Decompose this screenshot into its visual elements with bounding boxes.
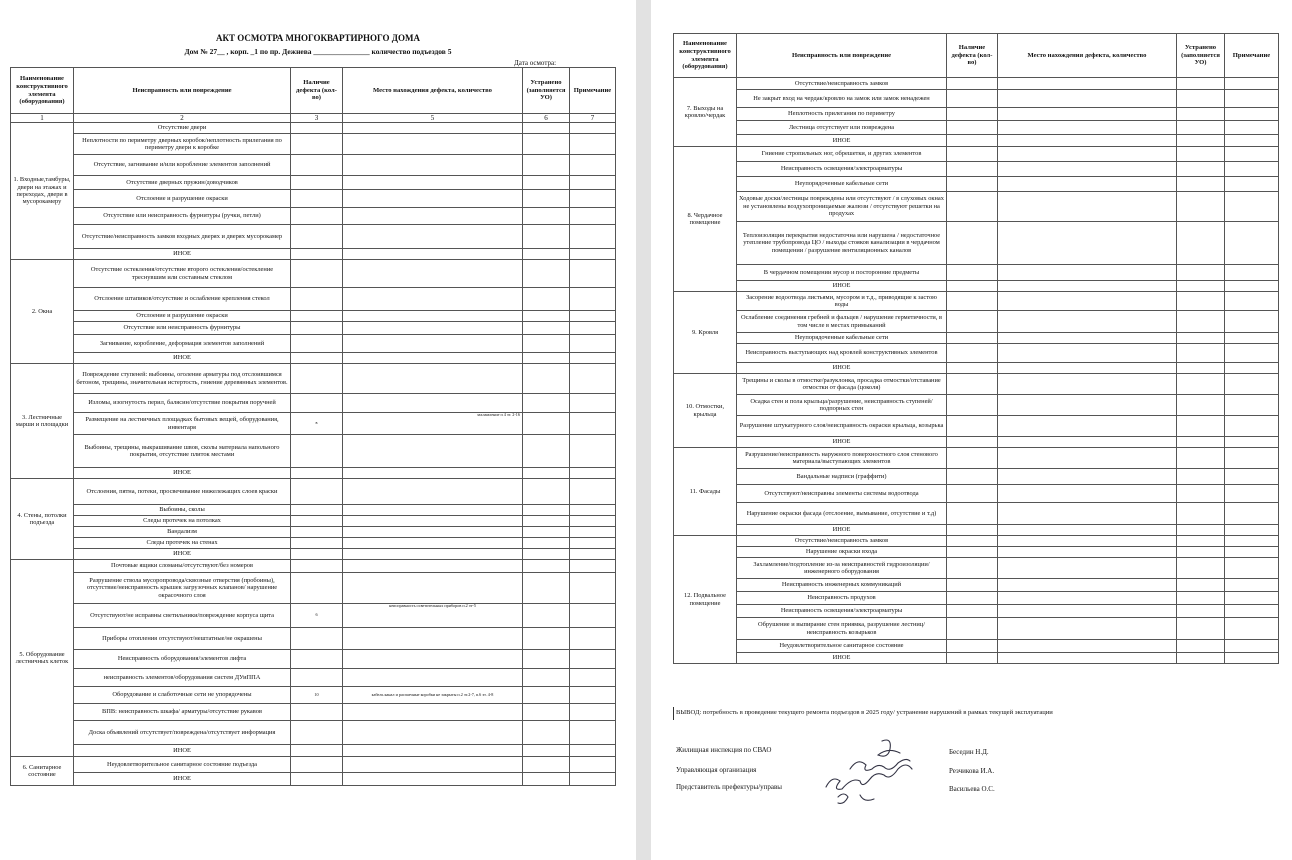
document-title: АКТ ОСМОТРА МНОГОКВАРТИРНОГО ДОМА — [216, 33, 420, 43]
defect-item-other: ИНОЕ — [74, 773, 291, 786]
defect-item: Неплотности по периметру дверных коробок/неплотность прилегания по периметру двери к коробке — [74, 134, 291, 155]
defect-item: В чердачном помещении мусор и посторонние предметы — [737, 265, 947, 281]
defect-item: Разрушение штукатурного слоя/неисправность окраски крыльца, козырька — [737, 416, 947, 437]
defect-item: Вандальные надписи (граффити) — [737, 469, 947, 485]
defect-item: Ослабление соединения гребней и фальцев / нарушение герметичности, в том числе в местах примыканий — [737, 311, 947, 333]
defect-count: 6 — [291, 604, 343, 628]
header-count: Наличие дефекта (кол-во) — [947, 34, 998, 78]
header-fixed: Устранено (заполняется УО) — [1177, 34, 1225, 78]
defect-item: Разрушение/неисправность наружного поверхностного слоя стенового материала/выступающих элементов — [737, 448, 947, 469]
section-name: 10. Отмостки, крыльца — [674, 374, 737, 448]
defect-item: Оборудование и слаботочные сети не упорядочены — [74, 687, 291, 704]
header-note: Примечание — [570, 68, 616, 114]
defect-item: Отслоение и разрушение окраски — [74, 190, 291, 208]
defect-item: Осадка стен и пола крыльца/разрушение, неисправность ступеней/подпорных стен — [737, 395, 947, 416]
defect-item: Трещины и сколы в отмостке/разуклонка, просадка отмостки/отставание отмостки от фасада (цоколя) — [737, 374, 947, 395]
defect-item: Неплотность прилегания по периметру — [737, 108, 947, 121]
col-number: 7 — [570, 114, 616, 123]
defect-item-other: ИНОЕ — [737, 525, 947, 536]
defect-item-other: ИНОЕ — [737, 653, 947, 664]
section-name: 9. Кровля — [674, 292, 737, 374]
defect-item: Теплоизоляция перекрытия недостаточна или нарушена / недостаточное утепление трубопровода ЦО / выходы стояков канализации в чердачном помещении / разрушение вентиляционных каналов — [737, 222, 947, 265]
defect-item: Неисправность освещения/электроарматуры — [737, 162, 947, 177]
defect-item: Отсутствие/неисправность замков — [737, 536, 947, 547]
defect-item: Выбоины, трещины, выкрашивание швов, сколы материала напольного покрытия, отсутствие плиток местами — [74, 435, 291, 468]
header-element: Наименование конструктивного элемента (оборудования) — [674, 34, 737, 78]
defect-item: Отслоения, пятна, потеки, просвечивание нижележащих слоев краски — [74, 479, 291, 505]
signature-person-3: Васильева О.С. — [949, 785, 995, 793]
section-name: 1. Входные,тамбуры, двери на этажах и переходах, двери в мусорокамеру — [11, 123, 74, 260]
defect-item: Разрушение ствола мусоропровода/сквозные отверстия (пробоины), отсутствие/неисправность крышек загрузочных клапанов/ нарушение окрасочного слоя — [74, 573, 291, 604]
defect-item: Приборы отопления отсутствуют/нештатные/не окрашены — [74, 628, 291, 650]
defect-item: Почтовые ящики сломаны/отсутствуют/без номеров — [74, 560, 291, 573]
defect-item: Засорение водоотвода листьями, мусором и т.д., приводящие к застою воды — [737, 292, 947, 311]
defect-item: Захламление/подтопление из-за неисправностей гидроизоляции/инженерного оборудования — [737, 558, 947, 579]
defect-item: Отсутствие или неисправность фурнитуры (ручки, петли) — [74, 208, 291, 225]
defect-item: Неисправность выступающих над кровлей конструктивных элементов — [737, 344, 947, 363]
defect-item: Отсутствие или неисправность фурнитуры — [74, 322, 291, 335]
defect-count: 10 — [291, 687, 343, 704]
defect-item: Ходовые доски/лестницы повреждены или отсутствуют / в слуховых окнах не установлены воздухопроницаемые жалюзи / отсутствуют решетки на продухах — [737, 192, 947, 222]
signature-stroke-1 — [878, 740, 900, 756]
defect-count: в — [291, 413, 343, 435]
defect-item: Неисправность оборудования/элементов лифта — [74, 650, 291, 669]
signature-stroke-3 — [826, 765, 912, 789]
col-number: 2 — [74, 114, 291, 123]
defect-item: Отсутствуют/неисправны элементы системы водоотвода — [737, 485, 947, 503]
section-name: 4. Стены, потолки подъезда — [11, 479, 74, 560]
section-name: 5. Оборудование лестничных клеток — [11, 560, 74, 757]
section-name: 2. Окна — [11, 260, 74, 364]
document-page-2 — [651, 0, 1292, 860]
col-number: 3 — [291, 114, 343, 123]
document-subtitle: Дом № 27__ , корп. _1 по пр. Дежнева _______________ количество подъездов 5 — [184, 47, 452, 56]
defect-item: Размещение на лестничных площадках бытовых вещей, оборудования, инвентаря — [74, 413, 291, 435]
defect-item-other: ИНОЕ — [737, 437, 947, 448]
defect-item: Обрушение и выпирание стен приямка, разрушение лестниц/неисправность козырьков — [737, 618, 947, 640]
section-name: 12. Подвальное помещение — [674, 536, 737, 664]
defect-item: Отслоение и разрушение окраски — [74, 311, 291, 322]
defect-place: захламление п 4 эт. 2-16 — [343, 413, 523, 435]
header-element: Наименование конструктивного элемента (оборудования) — [11, 68, 74, 114]
signature-stroke-2 — [850, 759, 910, 770]
defect-item: Неудовлетворительное санитарное состояние подъезда — [74, 757, 291, 773]
defect-item: Гниение стропильных ног, обрешетки, и других элементов — [737, 147, 947, 162]
defect-place: неисправность осветительных приборов п.2 эт-5 — [343, 604, 523, 628]
inspection-date-label: Дата осмотра: — [514, 59, 557, 67]
defect-item: Неудовлетворительное санитарное состояние — [737, 640, 947, 653]
defect-item: Изломы, изогнутость перил, балясин/отсутствие покрытия поручней — [74, 394, 291, 413]
defect-item: Отсутствие/неисправность замков — [737, 78, 947, 90]
defect-item: Неисправность освещения/электроарматуры — [737, 605, 947, 618]
handwritten-signatures — [820, 735, 930, 815]
section-name: 6. Санитарное состояние — [11, 757, 74, 786]
defect-item: Не закрыт вход на чердак/кровлю на замок или замок ненадежен — [737, 90, 947, 108]
header-defect: Неисправность или повреждение — [74, 68, 291, 114]
col-number: 5 — [343, 114, 523, 123]
conclusion-text: ВЫВОД: потребность в проведение текущего ремонта подъездов в 2025 году/ устранение нарушений в рамках текущей эксплуатации — [676, 709, 1053, 716]
defect-item: Неисправность инженерных коммуникаций — [737, 579, 947, 592]
defect-item: Доска объявлений отсутствует/повреждена/отсутствует информация — [74, 721, 291, 745]
defect-item: Отсутствие/неисправность замков входных дверях и дверях мусорокамер — [74, 225, 291, 249]
defect-item: Отсутствие, загнивание и/или коробление элементов заполнений — [74, 155, 291, 176]
header-fixed: Устранено (заполняется УО) — [523, 68, 570, 114]
defect-place: кабель канал и распаечные коробки не закрыты п.2 эт.2-7, п.6 эт. 4-8 — [343, 687, 523, 704]
page-gutter — [636, 0, 651, 860]
defect-item: Следы протечек на стенах — [74, 538, 291, 549]
defect-item: Отсутствие дверных пружин/доводчиков — [74, 176, 291, 190]
header-defect: Неисправность или повреждение — [737, 34, 947, 78]
defect-item-other: ИНОЕ — [74, 353, 291, 364]
inspection-table-page-1 — [10, 67, 616, 786]
defect-item: Неупорядоченные кабельные сети — [737, 177, 947, 192]
defect-item: Отслоение штапиков/отсутствие и ослабление крепления стекол — [74, 288, 291, 311]
section-name: 3. Лестничные марши и площадки — [11, 364, 74, 479]
defect-item: Отсутствуют/не исправны светильники/повреждение корпуса щита — [74, 604, 291, 628]
defect-item: Вандализм — [74, 527, 291, 538]
defect-item: Нарушение окраски фасада (отслоение, вымывание, отсутствие и т.д) — [737, 503, 947, 525]
inspection-table-page-2 — [673, 33, 1279, 664]
header-place: Место нахождения дефекта, количество — [998, 34, 1177, 78]
signature-stroke-5 — [860, 795, 874, 800]
defect-item-other: ИНОЕ — [737, 281, 947, 292]
header-place: Место нахождения дефекта, количество — [343, 68, 523, 114]
defect-item: неисправность элементов/оборудования систем ДУиППА — [74, 669, 291, 687]
document-page-1 — [0, 0, 636, 860]
defect-item-other: ИНОЕ — [74, 249, 291, 260]
header-note: Примечание — [1225, 34, 1279, 78]
section-name: 11. Фасады — [674, 448, 737, 536]
defect-item: Следы протечек на потолках — [74, 516, 291, 527]
col-number: 1 — [11, 114, 74, 123]
header-count: Наличие дефекта (кол-во) — [291, 68, 343, 114]
conclusion-marker — [673, 707, 674, 720]
defect-item: Загнивание, коробление, деформация элементов заполнений — [74, 335, 291, 353]
signature-org-housing-inspection: Жилищная инспекция по СВАО — [676, 746, 772, 754]
col-number: 6 — [523, 114, 570, 123]
signature-person-1: Беседин Н.Д. — [949, 748, 989, 756]
defect-item: ВПВ: неисправность шкафа/ арматуры/отсутствие рукавов — [74, 704, 291, 721]
defect-item-other: ИНОЕ — [74, 549, 291, 560]
defect-item-other: ИНОЕ — [74, 468, 291, 479]
defect-item: Неупорядоченные кабельные сети — [737, 333, 947, 344]
defect-item: Лестница отсутствует или повреждена — [737, 121, 947, 135]
defect-item-other: ИНОЕ — [737, 363, 947, 374]
defect-item: Выбоины, сколы — [74, 505, 291, 516]
defect-item: Повреждение ступеней: выбоины, оголение арматуры под отслоившимся бетоном, трещины, значительная истертость, гниение деревянных элементов. — [74, 364, 291, 394]
defect-item: Неисправность продухов — [737, 592, 947, 605]
signature-stroke-4 — [838, 794, 848, 803]
section-name: 8. Чердачное помещение — [674, 147, 737, 292]
defect-item: Нарушение окраски входа — [737, 547, 947, 558]
defect-item: Отсутствие двери — [74, 123, 291, 134]
defect-item: Отсутствие остекления/отсутствие второго остекления/остекление треснувшим или составным стеклом — [74, 260, 291, 288]
section-name: 7. Выходы на кровлю/чердак — [674, 78, 737, 147]
defect-item-other: ИНОЕ — [74, 745, 291, 757]
signature-org-management: Управляющая организация — [676, 766, 757, 774]
signature-person-2: Резчикова И.А. — [949, 767, 995, 775]
signature-org-prefecture: Представитель префектуры/управы — [676, 783, 783, 791]
defect-item-other: ИНОЕ — [737, 135, 947, 147]
